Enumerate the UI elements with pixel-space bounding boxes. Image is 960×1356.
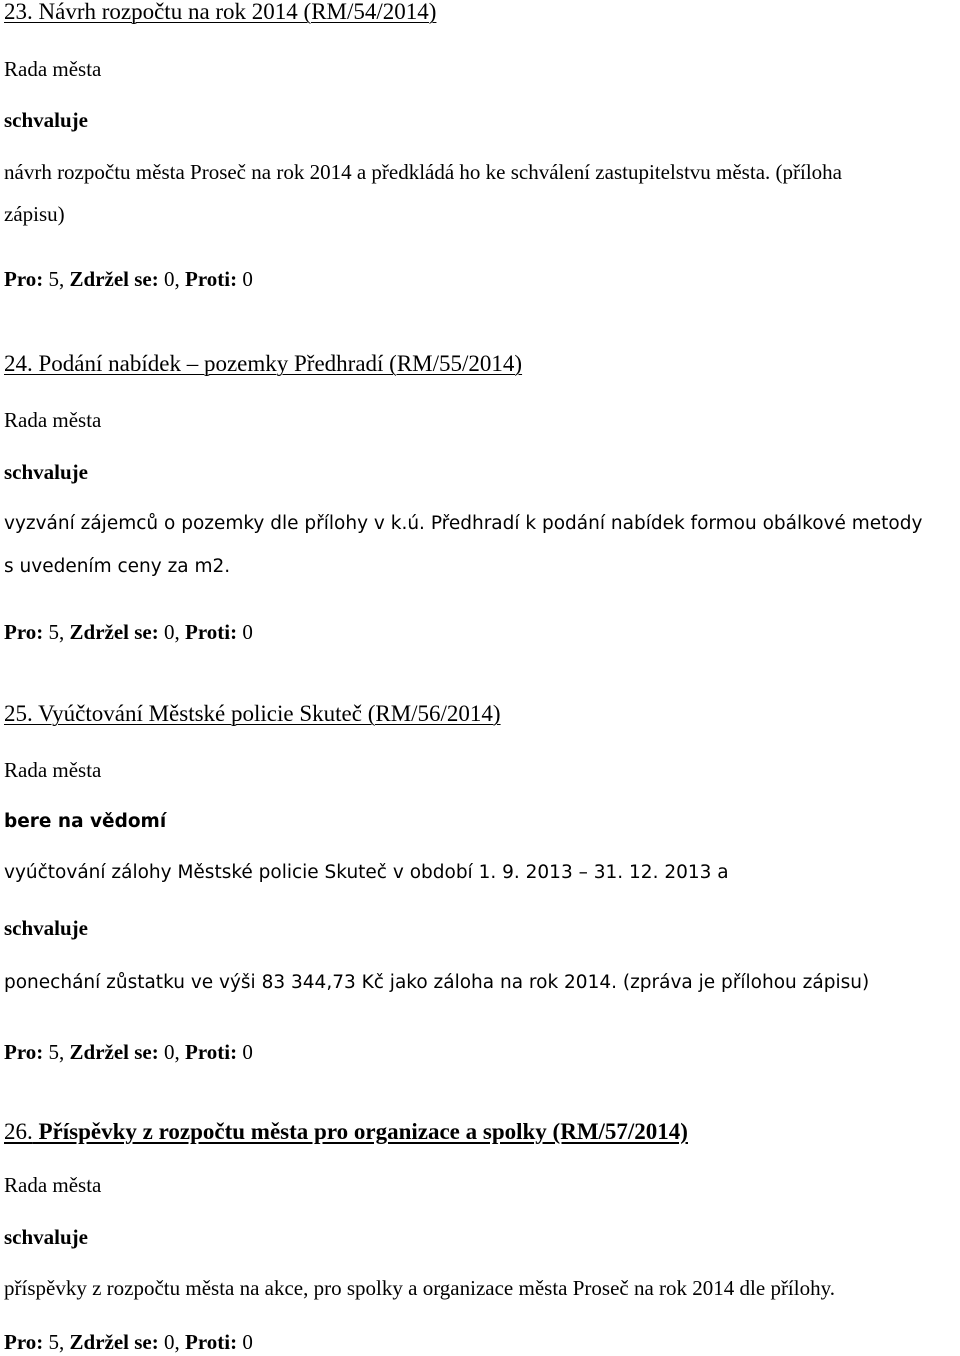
vote-proti-value: 0 bbox=[242, 1040, 253, 1064]
vote-zdrzel-label: Zdržel se: bbox=[69, 1040, 159, 1064]
vote-zdrzel-label: Zdržel se: bbox=[69, 267, 159, 291]
section-26-heading-number: 26. bbox=[4, 1119, 33, 1144]
vote-zdrzel-value: 0, bbox=[164, 620, 180, 644]
section-26-heading bbox=[4, 1120, 688, 1144]
section-25-heading: 25. Vyúčtování Městské policie Skuteč (RM/56/2014) bbox=[4, 701, 501, 726]
vote-zdrzel-label: Zdržel se: bbox=[69, 1330, 159, 1354]
section-24-vote bbox=[4, 620, 253, 644]
vote-zdrzel-label: Zdržel se: bbox=[69, 620, 159, 644]
section-25-action2: schvaluje bbox=[4, 916, 88, 940]
section-23-text-line2: zápisu) bbox=[4, 202, 65, 226]
vote-zdrzel-value: 0, bbox=[164, 1330, 180, 1354]
section-25-vote bbox=[4, 1040, 253, 1064]
vote-pro-value: 5, bbox=[48, 267, 65, 291]
section-24-text-line2: s uvedením ceny za m2. bbox=[4, 556, 231, 577]
section-26-heading-text: Příspěvky z rozpočtu města pro organizace a spolky (RM/57/2014) bbox=[38, 1119, 688, 1144]
vote-proti-value: 0 bbox=[242, 620, 253, 644]
vote-proti-label: Proti: bbox=[185, 267, 238, 291]
section-26-body: Rada města bbox=[4, 1173, 102, 1197]
section-23-action: schvaluje bbox=[4, 108, 88, 132]
section-26-text-line1: příspěvky z rozpočtu města na akce, pro spolky a organizace města Proseč na rok 2014 dle přílohy. bbox=[4, 1276, 835, 1300]
vote-proti-label: Proti: bbox=[185, 620, 238, 644]
vote-pro-label: Pro: bbox=[4, 1330, 44, 1354]
vote-zdrzel-value: 0, bbox=[164, 267, 180, 291]
vote-pro-value: 5, bbox=[48, 620, 65, 644]
section-26-action: schvaluje bbox=[4, 1225, 88, 1249]
vote-pro-value: 5, bbox=[48, 1330, 65, 1354]
section-23-heading: 23. Návrh rozpočtu na rok 2014 (RM/54/2014) bbox=[4, 0, 437, 24]
section-23-body: Rada města bbox=[4, 57, 102, 81]
section-24-action: schvaluje bbox=[4, 460, 88, 484]
section-25-action: bere na vědomí bbox=[4, 811, 167, 832]
vote-proti-label: Proti: bbox=[185, 1040, 238, 1064]
section-25-text-line2: ponechání zůstatku ve výši 83 344,73 Kč jako záloha na rok 2014. (zpráva je přílohou zápisu) bbox=[4, 972, 870, 993]
vote-pro-label: Pro: bbox=[4, 1040, 44, 1064]
section-26-vote bbox=[4, 1330, 253, 1354]
vote-pro-value: 5, bbox=[48, 1040, 65, 1064]
vote-zdrzel-value: 0, bbox=[164, 1040, 180, 1064]
vote-pro-label: Pro: bbox=[4, 267, 44, 291]
section-24-text-line1: vyzvání zájemců o pozemky dle přílohy v k.ú. Předhradí k podání nabídek formou obálkové metody bbox=[4, 513, 923, 534]
section-24-body: Rada města bbox=[4, 408, 102, 432]
vote-proti-value: 0 bbox=[242, 1330, 253, 1354]
section-25-body: Rada města bbox=[4, 758, 102, 782]
vote-proti-label: Proti: bbox=[185, 1330, 238, 1354]
section-25-text-line1: vyúčtování zálohy Městské policie Skuteč v období 1. 9. 2013 – 31. 12. 2013 a bbox=[4, 862, 729, 883]
section-24-heading: 24. Podání nabídek – pozemky Předhradí (RM/55/2014) bbox=[4, 351, 523, 376]
section-23-vote bbox=[4, 267, 253, 291]
section-23-text-line1: návrh rozpočtu města Proseč na rok 2014 a předkládá ho ke schválení zastupitelstvu města. (příloha bbox=[4, 160, 842, 184]
vote-proti-value: 0 bbox=[242, 267, 253, 291]
vote-pro-label: Pro: bbox=[4, 620, 44, 644]
